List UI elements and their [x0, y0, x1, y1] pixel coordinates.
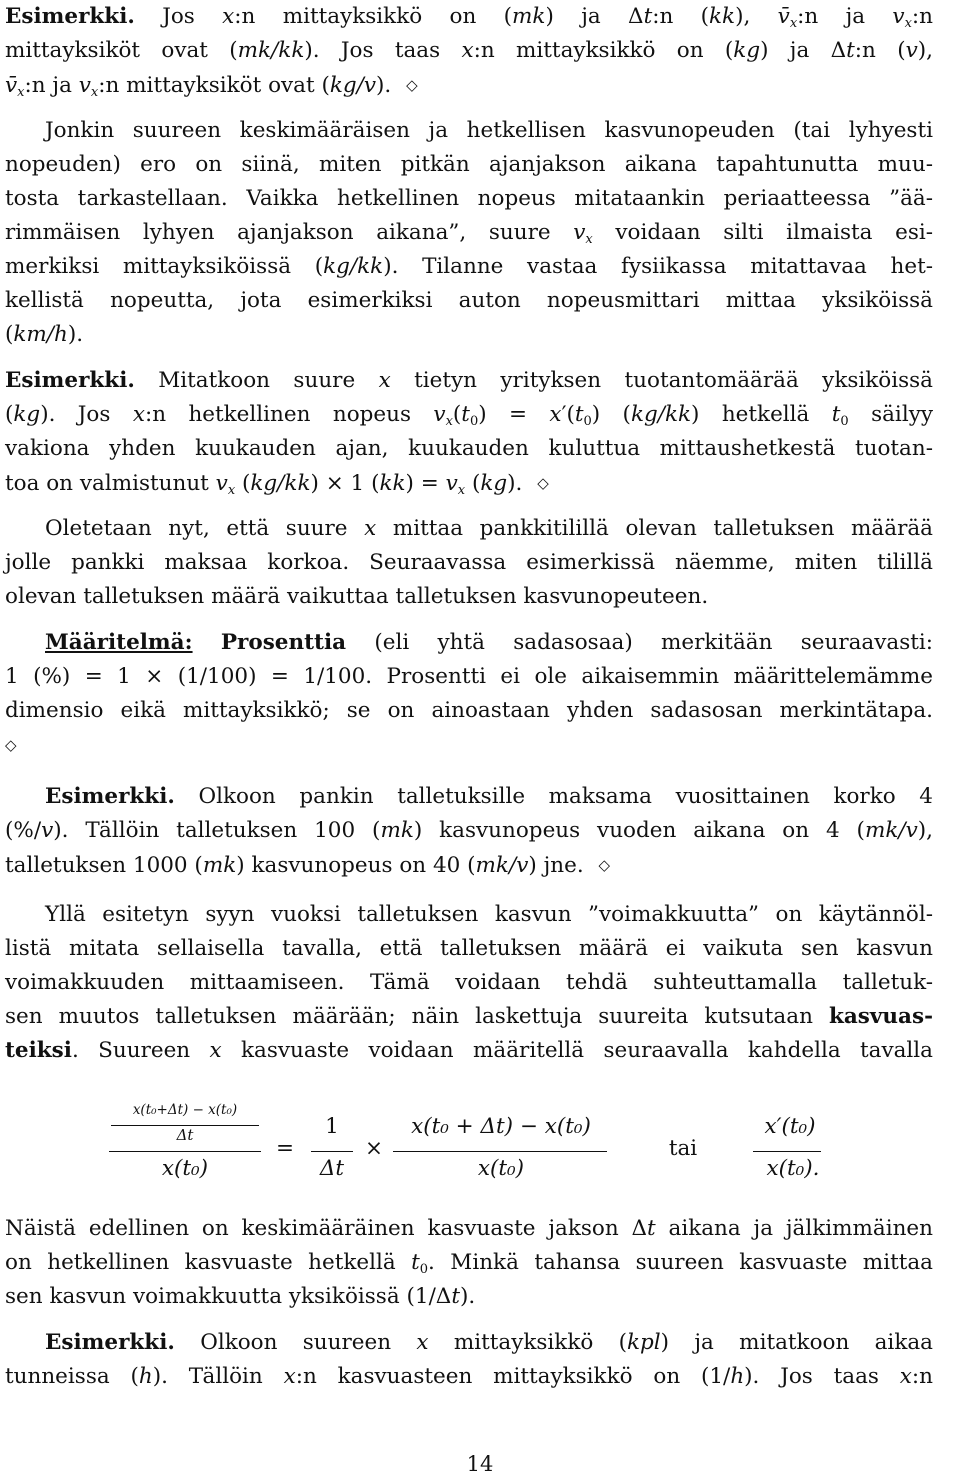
formula-bar-3: [393, 1151, 607, 1152]
growth-rate-formula: [105, 1098, 865, 1208]
text-line-l2: mittayksiköt ovat (mk/kk). Jos taas x:n mittayksikkö on (kg) ja Δt:n (v),: [5, 38, 933, 63]
text-line-l17: olevan talletuksen määrä vaikuttaa talletuksen kasvunopeuteen.: [5, 584, 709, 609]
text-line-l26: listä mitata sellaisella tavalla, että talletuksen määrä ei vaikuta sen kasvun: [5, 936, 933, 961]
text-line-l5: nopeuden) ero on siinä, miten pitkän ajanjakson aikana tapahtunutta muu-: [5, 152, 933, 177]
text-line-l28: sen muutos talletuksen määrään; näin laskettuja suureita kutsutaan kasvuas-: [5, 1004, 933, 1029]
formula-one: 1: [325, 1114, 339, 1139]
formula-small-denominator: Δt: [176, 1126, 194, 1144]
formula-denominator-2: x(t₀): [477, 1156, 525, 1181]
formula-main-bar-1: [109, 1151, 261, 1152]
text-line-l10: (km/h).: [5, 322, 84, 347]
text-line-l21: ◇: [5, 736, 17, 754]
formula-bar-4: [753, 1151, 821, 1152]
text-line-l12: (kg). Jos x:n hetkellinen nopeus $v_x(t_0) = x'(t_0)$ (kg/kk) hetkellä $t_0$ säilyy: [5, 402, 933, 429]
text-line-l7: rimmäisen lyhyen ajanjakson aikana”, suure $v_x$ voidaan silti ilmaista esi-: [5, 220, 934, 247]
text-line-l24: talletuksen 1000 (mk) kasvunopeus on 40 (mk/v) jne. ◇: [5, 853, 611, 878]
text-line-l14: toa on valmistunut $v_x$ (kg/kk) × 1 $(kk) = v_x$ (kg). ◇: [5, 471, 549, 498]
text-line-l3: $v̄_x:n$ ja $v_x:n$ mittayksiköt ovat (kg/v). ◇: [5, 73, 418, 100]
formula-numerator-2: x(t₀ + Δt) − x(t₀): [411, 1114, 591, 1139]
text-line-l9: kellistä nopeutta, jota esimerkiksi auton nopeusmittari mittaa yksiköissä: [5, 288, 933, 313]
text-line-l32: sen kasvun voimakkuutta yksiköissä (1/Δt).: [5, 1284, 476, 1309]
text-line-l11: Esimerkki. Mitatkoon suure x tietyn yrityksen tuotantomäärää yksiköissä: [5, 368, 933, 393]
formula-main-denominator-1: x(t₀): [161, 1156, 209, 1181]
formula-tai: tai: [668, 1136, 698, 1161]
text-line-l22: Esimerkki. Olkoon pankin talletuksille maksama vuosittainen korko 4: [45, 784, 933, 809]
page-number: 14: [466, 1452, 494, 1476]
formula-numerator-3: x′(t₀): [764, 1114, 816, 1139]
formula-small-numerator: x(t₀+Δt) − x(t₀): [132, 1102, 238, 1118]
formula-bar-2: [311, 1151, 353, 1152]
text-line-l30: Näistä edellinen on keskimääräinen kasvuaste jakson Δt aikana ja jälkimmäinen: [5, 1216, 934, 1241]
text-line-l33: Esimerkki. Olkoon suureen x mittayksikkö (kpl) ja mitatkoon aikaa: [45, 1330, 933, 1355]
text-line-l20: dimensio eikä mittayksikkö; se on ainoastaan yhden sadasosan merkintätapa.: [5, 698, 933, 723]
text-line-l27: voimakkuuden mittaamiseen. Tämä voidaan tehdä suhteuttamalla talletuk-: [5, 970, 933, 995]
text-line-l1: Esimerkki. Jos x:n mittayksikkö on (mk) ja Δt:n (kk), $v̄_x:n$ ja $v_x:n$: [5, 4, 934, 31]
text-line-l34: tunneissa (h). Tällöin x:n kasvuasteen mittayksikkö on (1/h). Jos taas x:n: [5, 1364, 933, 1389]
text-line-l13: vakiona yhden kuukauden ajan, kuukauden kuluttua mittaushetkestä tuotan-: [5, 436, 933, 461]
formula-delta-t: Δt: [319, 1156, 345, 1181]
formula-times: ×: [364, 1136, 383, 1161]
text-line-l18: Määritelmä: Prosenttia (eli yhtä sadasosaa) merkitään seuraavasti:: [45, 630, 933, 655]
text-line-l31: on hetkellinen kasvuaste hetkellä $t_0$. Minkä tahansa suureen kasvuaste mittaa: [5, 1250, 933, 1277]
formula-equals: =: [275, 1136, 294, 1161]
text-line-l16: jolle pankki maksaa korkoa. Seuraavassa esimerkissä näemme, miten tilillä: [5, 550, 933, 575]
text-line-l8: merkiksi mittayksiköissä (kg/kk). Tilanne vastaa fysiikassa mitattavaa het-: [5, 254, 933, 279]
formula-denominator-3: x(t₀).: [766, 1156, 820, 1181]
text-line-l15: Oletetaan nyt, että suure x mittaa pankkitilillä olevan talletuksen määrää: [45, 516, 933, 541]
text-line-l29: teiksi. Suureen x kasvuaste voidaan määritellä seuraavalla kahdella tavalla: [5, 1038, 933, 1063]
text-line-l4: Jonkin suureen keskimääräisen ja hetkellisen kasvunopeuden (tai lyhyesti: [45, 118, 933, 143]
text-line-l6: tosta tarkastellaan. Vaikka hetkellinen nopeus mitataankin periaatteessa ”ää-: [5, 186, 933, 211]
text-line-l23: (%/v). Tällöin talletuksen 100 (mk) kasvunopeus vuoden aikana on 4 (mk/v),: [5, 818, 933, 843]
text-line-l19: 1 (%) = 1 × (1/100) = 1/100. Prosentti ei ole aikaisemmin määrittelemämme: [5, 664, 933, 689]
text-line-l25: Yllä esitetyn syyn vuoksi talletuksen kasvun ”voimakkuutta” on käytännöl-: [45, 902, 933, 927]
